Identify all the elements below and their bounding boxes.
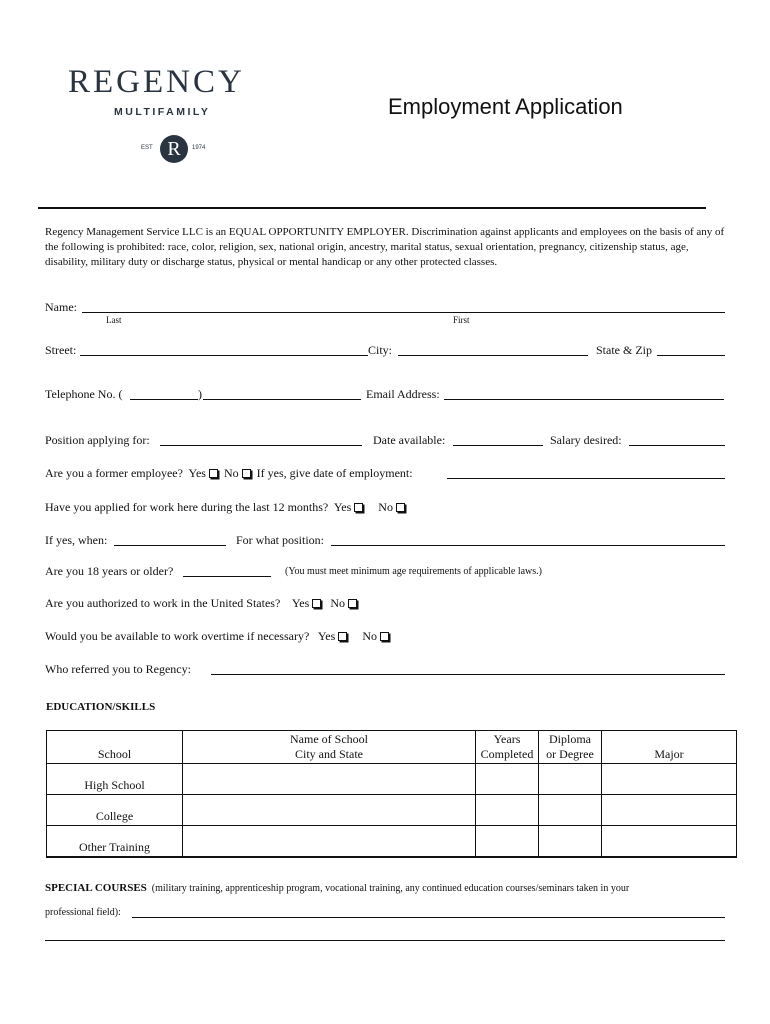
city-label: City:	[368, 343, 393, 357]
applied-yes-label: Yes	[333, 500, 352, 514]
area-code-input-line[interactable]	[130, 399, 198, 400]
header-name-line1: Name of School	[290, 732, 368, 746]
overtime-no-checkbox[interactable]	[380, 632, 389, 641]
overtime-label: Would you be available to work overtime if necessary?	[45, 629, 310, 643]
authorized-yes-label: Yes	[291, 596, 310, 610]
applied-no-label: No	[378, 500, 393, 514]
for-what-position-label: For what position:	[236, 533, 325, 547]
street-label: Street:	[45, 343, 77, 357]
cell-input[interactable]	[602, 826, 737, 857]
cell-input[interactable]	[539, 795, 602, 826]
header-divider	[38, 207, 706, 209]
special-courses-input-line-2[interactable]	[45, 940, 725, 941]
former-employee-row	[45, 466, 413, 481]
city-input-line[interactable]	[398, 355, 588, 356]
header-years-line1: Years	[493, 732, 521, 746]
header-name-line2: City and State	[295, 747, 363, 761]
authorized-label: Are you authorized to work in the United States?	[45, 596, 281, 610]
header-years-line2: Completed	[480, 747, 534, 761]
cell-input[interactable]	[476, 764, 539, 795]
age-input-line[interactable]	[183, 576, 271, 577]
header-name-of-school	[183, 731, 476, 764]
authorized-no-checkbox[interactable]	[348, 599, 357, 608]
cell-input[interactable]	[183, 795, 476, 826]
applied-no-checkbox[interactable]	[396, 503, 405, 512]
referred-label: Who referred you to Regency:	[45, 662, 191, 676]
overtime-yes-checkbox[interactable]	[338, 632, 347, 641]
eeo-statement: Regency Management Service LLC is an EQUAL OPPORTUNITY EMPLOYER. Discrimination against applicants and employees on the basis of any of the following is prohibited: race, color, religion, sex, national origin, ancestry, marital status, sexual orientation, pregnancy, citizenship status, age, disability, military duty or discharge status, physical or mental handicap or any other protected classes.	[45, 226, 725, 268]
logo-est: EST	[141, 145, 153, 151]
street-input-line[interactable]	[80, 355, 368, 356]
former-date-label: If yes, give date of employment:	[256, 466, 413, 480]
first-name-caption: First	[453, 315, 470, 325]
position-input-line[interactable]	[160, 445, 362, 446]
age-label: Are you 18 years or older?	[45, 564, 174, 578]
header-diploma	[539, 731, 602, 764]
header-school: School	[47, 731, 183, 764]
authorized-row	[45, 596, 357, 611]
former-no-label: No	[223, 466, 239, 480]
special-courses-heading: SPECIAL COURSES	[45, 882, 147, 894]
education-heading: EDUCATION/SKILLS	[46, 701, 156, 713]
cell-input[interactable]	[476, 826, 539, 857]
row-label-other-training: Other Training	[47, 826, 183, 857]
page-title: Employment Application	[388, 94, 623, 119]
special-courses-input-line-1[interactable]	[132, 917, 725, 918]
special-courses-field-label: professional field):	[45, 907, 121, 918]
former-yes-checkbox[interactable]	[209, 469, 218, 478]
former-yes-label: Yes	[188, 466, 206, 480]
cell-input[interactable]	[476, 795, 539, 826]
if-yes-when-label: If yes, when:	[45, 533, 108, 547]
applied-yes-checkbox[interactable]	[354, 503, 363, 512]
applied-before-label: Have you applied for work here during the last 12 months?	[45, 500, 329, 514]
special-courses-row	[45, 882, 629, 894]
if-yes-when-input-line[interactable]	[114, 545, 226, 546]
header-years	[476, 731, 539, 764]
telephone-paren-close: )	[198, 387, 202, 401]
row-label-high-school: High School	[47, 764, 183, 795]
cell-input[interactable]	[539, 764, 602, 795]
header-major: Major	[602, 731, 737, 764]
telephone-input-line[interactable]	[203, 399, 361, 400]
cell-input[interactable]	[602, 795, 737, 826]
former-no-checkbox[interactable]	[242, 469, 251, 478]
position-label: Position applying for:	[45, 433, 150, 447]
cell-input[interactable]	[183, 826, 476, 857]
date-available-label: Date available:	[373, 433, 446, 447]
education-table	[46, 730, 737, 858]
logo-year: 1974	[192, 145, 206, 151]
former-date-input-line[interactable]	[447, 478, 725, 479]
last-name-caption: Last	[106, 315, 122, 325]
row-label-college: College	[47, 795, 183, 826]
logo-subtitle: MULTIFAMILY	[114, 106, 211, 118]
authorized-yes-checkbox[interactable]	[312, 599, 321, 608]
date-available-input-line[interactable]	[453, 445, 543, 446]
header-diploma-line1: Diploma	[549, 732, 591, 746]
age-note: (You must meet minimum age requirements of applicable laws.)	[285, 566, 542, 577]
former-employee-label: Are you a former employee?	[45, 466, 183, 480]
salary-label: Salary desired:	[550, 433, 622, 447]
state-zip-input-line[interactable]	[657, 355, 725, 356]
referred-input-line[interactable]	[211, 674, 725, 675]
authorized-no-label: No	[330, 596, 345, 610]
logo-wordmark: REGENCY	[68, 64, 245, 100]
email-input-line[interactable]	[444, 399, 724, 400]
for-what-position-input-line[interactable]	[331, 545, 725, 546]
applied-before-row	[45, 500, 405, 515]
name-label: Name:	[45, 300, 77, 314]
overtime-yes-label: Yes	[317, 629, 336, 643]
logo-seal-icon: R	[160, 135, 188, 163]
special-courses-description: (military training, apprenticeship program, vocational training, any continued education courses/seminars taken in your	[151, 883, 630, 894]
overtime-row	[45, 629, 389, 644]
email-label: Email Address:	[366, 387, 440, 401]
telephone-label: Telephone No. (	[45, 387, 123, 401]
name-input-line[interactable]	[82, 312, 725, 313]
overtime-no-label: No	[362, 629, 377, 643]
cell-input[interactable]	[183, 764, 476, 795]
state-zip-label: State & Zip	[596, 343, 652, 357]
salary-input-line[interactable]	[629, 445, 725, 446]
header-diploma-line2: or Degree	[546, 747, 594, 761]
cell-input[interactable]	[539, 826, 602, 857]
cell-input[interactable]	[602, 764, 737, 795]
